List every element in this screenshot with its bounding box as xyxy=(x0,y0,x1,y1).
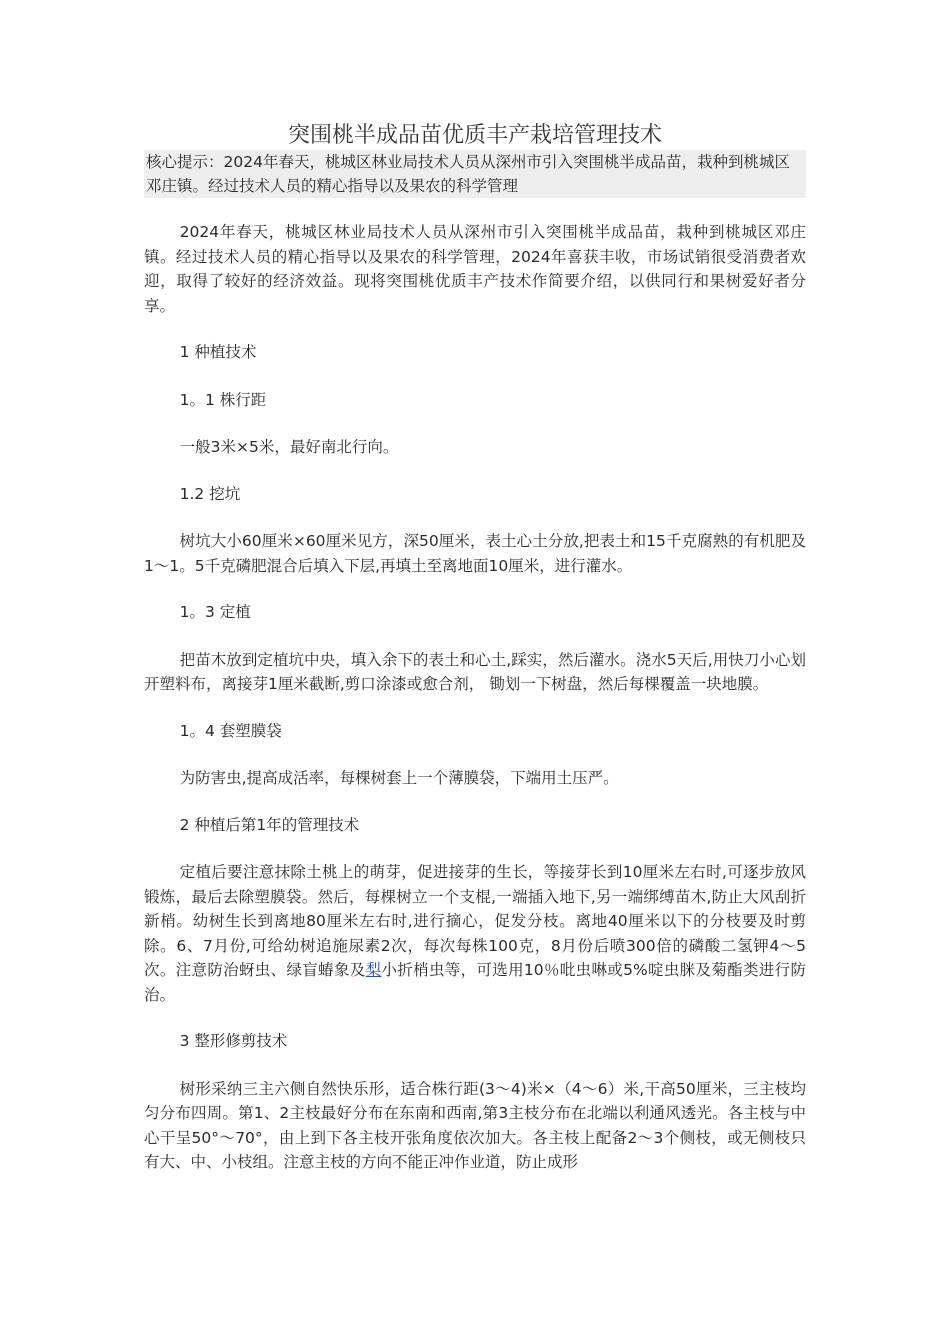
paragraph-2-text-b: 小折梢虫等，可选用10％吡虫啉或5%啶虫脒及菊酯类进行防治。 xyxy=(144,961,806,1004)
section-heading-1: 1 种植技术 xyxy=(179,343,257,361)
paragraph-1-1: 一般3米×5米，最好南北行向。 xyxy=(179,438,399,456)
section-heading-2: 2 种植后第1年的管理技术 xyxy=(179,815,360,834)
paragraph-1-3: 把苗木放到定植坑中央，填入余下的表土和心土,踩实，然后灌水。浇水5天后,用快刀小心划开塑料布，离接芽1厘米截断,剪口涂漆或愈合剂， 锄划一下树盘，然后每棵覆盖一块地膜。 xyxy=(144,650,806,693)
subsection-heading-1-3: 1。3 定植 xyxy=(179,603,251,621)
section-heading-3: 3 整形修剪技术 xyxy=(179,1032,288,1050)
paragraph-2 xyxy=(144,860,806,1007)
subsection-heading-1-4: 1。4 套塑膜袋 xyxy=(179,721,282,740)
paragraph-1-4: 为防害虫,提高成活率，每棵树套上一个薄膜袋，下端用土压严。 xyxy=(179,769,619,787)
pear-link[interactable]: 梨 xyxy=(365,961,382,979)
intro-paragraph: 2024年春天，桃城区林业局技术人员从深州市引入突围桃半成品苗，栽种到桃城区邓庄镇。经过技术人员的精心指导以及果农的科学管理，2024年喜获丰收，市场试销很受消费者欢迎，取得了较好的经济效益。现将突围桃优质丰产技术作简要介绍，以供同行和果树爱好者分享。 xyxy=(144,223,806,315)
subsection-heading-1-2: 1.2 挖坑 xyxy=(179,484,241,503)
core-summary-box: 核心提示：2024年春天，桃城区林业局技术人员从深州市引入突围桃半成品苗，栽种到桃城区邓庄镇。经过技术人员的精心指导以及果农的科学管理 xyxy=(144,150,806,198)
document-title: 突围桃半成品苗优质丰产栽培管理技术 xyxy=(287,123,662,148)
subsection-heading-1-1: 1。1 株行距 xyxy=(179,390,267,409)
paragraph-1-2: 树坑大小60厘米×60厘米见方，深50厘米，表土心土分放,把表土和15千克腐熟的有机肥及1～1。5千克磷肥混合后填入下层,再填土至离地面10厘米，进行灌水。 xyxy=(144,532,806,575)
article-body xyxy=(144,220,806,1197)
paragraph-2-text-a: 定植后要注意抹除土桃上的萌芽，促进接芽的生长，等接芽长到10厘米左右时,可逐步放风锻炼，最后去除塑膜袋。然后，每棵树立一个支棍,一端插入地下,另一端绑缚苗木,防止大风刮折新梢。幼树生长到离地80厘米左右时,进行摘心，促发分枝。离地40厘米以下的分枝要及时剪除。6、7月份,可给幼树追施尿素2次，每次每株100克，8月份后喷300倍的磷酸二氢钾4～5次。注意防治蚜虫、绿盲蝽象及 xyxy=(144,863,806,979)
paragraph-3: 树形采纳三主六侧自然快乐形，适合株行距(3～4)米×（4～6）米,干高50厘米，三主枝均匀分布四周。第1、2主枝最好分布在东南和西南,第3主枝分布在北端以利通风透光。各主枝与中心干呈50°～70°，由上到下各主枝开张角度依次加大。各主枝上配备2～3个侧枝，或无侧枝只有大、中、小枝组。注意主枝的方向不能正冲作业道，防止成形 xyxy=(144,1079,806,1171)
